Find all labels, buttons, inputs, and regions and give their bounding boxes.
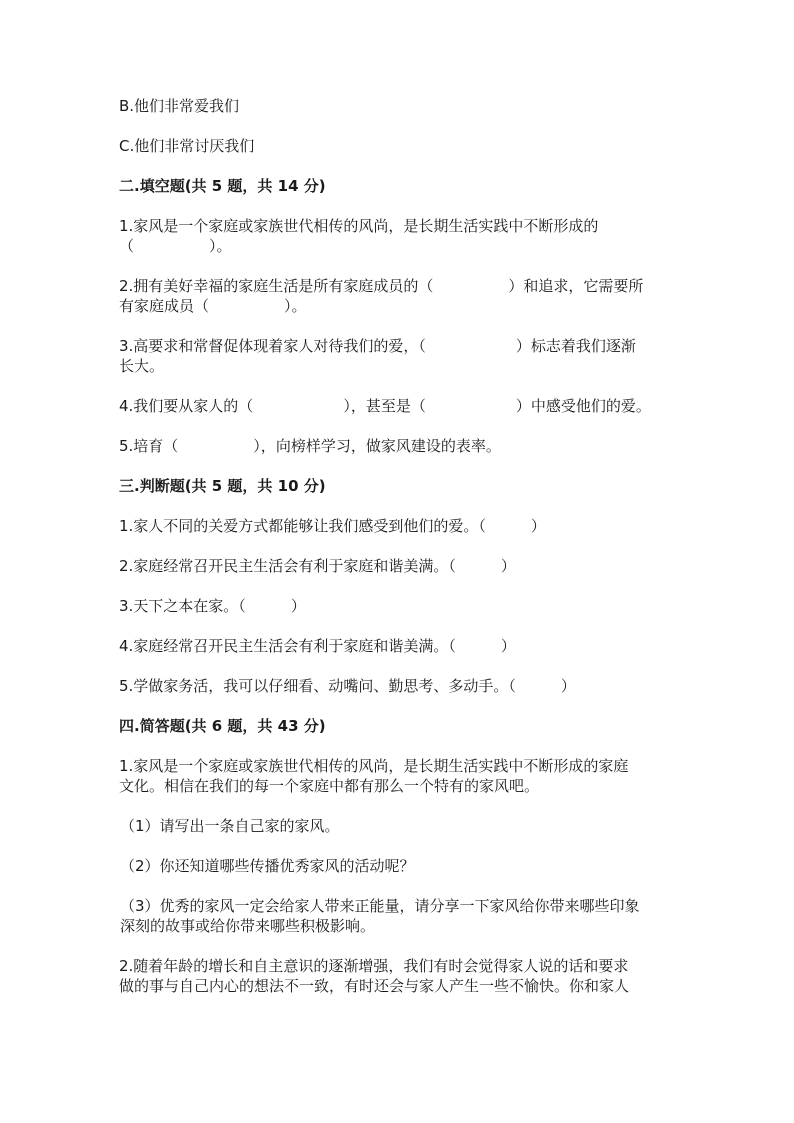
fill-blank-q1: 1.家风是一个家庭或家族世代相传的风尚，是长期生活实践中不断形成的 （ ）。	[119, 217, 599, 255]
section-heading-true-false: 三.判断题(共 5 题，共 10 分)	[119, 477, 326, 495]
short-answer-q1-sub1: （1）请写出一条自己家的家风。	[120, 817, 340, 835]
true-false-q4: 4.家庭经常召开民主生活会有利于家庭和谐美满。（ ）	[119, 637, 516, 655]
short-answer-q1: 1.家风是一个家庭或家族世代相传的风尚，是长期生活实践中不断形成的家庭 文化。相信在我们的每一个家庭中都有那么一个特有的家风吧。	[119, 757, 629, 795]
short-answer-q2: 2.随着年龄的增长和自主意识的逐渐增强，我们有时会觉得家人说的话和要求 做的事与自己内心的想法不一致，有时还会与家人产生一些不愉快。你和家人	[119, 957, 630, 995]
option-c: C.他们非常讨厌我们	[119, 137, 255, 155]
fill-blank-q5: 5.培育（ ），向榜样学习，做家风建设的表率。	[119, 437, 501, 455]
fill-blank-q4: 4.我们要从家人的（ ），甚至是（ ）中感受他们的爱。	[119, 397, 651, 415]
exam-page	[119, 96, 699, 996]
section-heading-short-answer: 四.简答题(共 6 题，共 43 分)	[119, 717, 326, 735]
true-false-q1: 1.家人不同的关爱方式都能够让我们感受到他们的爱。（ ）	[119, 517, 546, 535]
true-false-q2: 2.家庭经常召开民主生活会有利于家庭和谐美满。（ ）	[119, 557, 516, 575]
section-heading-fill-blank: 二.填空题(共 5 题，共 14 分)	[119, 177, 326, 195]
short-answer-q1-sub2: （2）你还知道哪些传播优秀家风的活动呢？	[120, 857, 415, 875]
short-answer-q1-sub3: （3）优秀的家风一定会给家人带来正能量，请分享一下家风给你带来哪些印象 深刻的故事或给你带来哪些积极影响。	[120, 897, 640, 935]
true-false-q5: 5.学做家务活，我可以仔细看、动嘴问、勤思考、多动手。（ ）	[119, 677, 576, 695]
fill-blank-q2: 2.拥有美好幸福的家庭生活是所有家庭成员的（ ）和追求，它需要所 有家庭成员（ ）。	[119, 277, 644, 315]
option-b: B.他们非常爱我们	[119, 97, 240, 115]
fill-blank-q3: 3.高要求和常督促体现着家人对待我们的爱，（ ）标志着我们逐渐 长大。	[119, 337, 636, 375]
true-false-q3: 3.天下之本在家。（ ）	[119, 597, 306, 615]
